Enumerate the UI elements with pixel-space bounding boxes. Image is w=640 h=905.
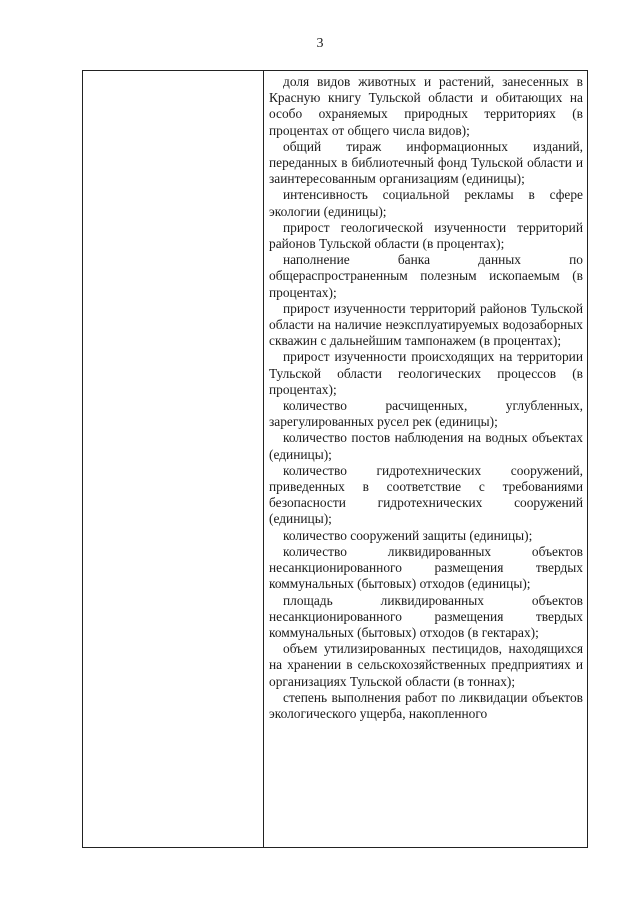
indicator-paragraph: прирост геологической изученности территорий районов Тульской области (в процентах); xyxy=(269,219,583,252)
table-right-cell xyxy=(269,74,583,844)
indicator-paragraph: количество сооружений защиты (единицы); xyxy=(283,527,533,543)
indicator-paragraph: количество расчищенных, углубленных, зарегулированных русел рек (единицы); xyxy=(269,398,583,430)
indicator-paragraph: количество ликвидированных объектов несанкционированного размещения твердых коммунальных (бытовых) отходов (единицы); xyxy=(269,543,583,592)
indicator-paragraph: интенсивность социальной рекламы в сфере экологии (единицы); xyxy=(269,187,583,219)
indicator-paragraph: степень выполнения работ по ликвидации объектов экологического ущерба, накопленного xyxy=(269,689,583,721)
indicator-paragraph: объем утилизированных пестицидов, находящихся на хранении в сельскохозяйственных предприятиях и организациях Тульской области (в тоннах); xyxy=(269,641,583,689)
indicator-paragraph: прирост изученности происходящих на территории Тульской области геологических процессов (в процентах); xyxy=(269,349,583,397)
indicator-paragraph: доля видов животных и растений, занесенных в Красную книгу Тульской области и обитающих на особо охраняемых природных территориях (в процентах от общего числа видов); xyxy=(269,74,583,138)
indicator-paragraph: наполнение банка данных по общераспространенным полезным ископаемым (в процентах); xyxy=(269,252,583,300)
page-number: 3 xyxy=(316,36,324,51)
indicator-paragraph: площадь ликвидированных объектов несанкционированного размещения твердых коммунальных (бытовых) отходов (в гектарах); xyxy=(269,592,583,640)
indicator-paragraph: прирост изученности территорий районов Тульской области на наличие неэксплуатируемых водозаборных скважин с дальнейшим тампонажем (в процентах); xyxy=(269,300,583,349)
table-left-cell xyxy=(83,71,263,847)
indicator-paragraph: общий тираж информационных изданий, переданных в библиотечный фонд Тульской области и заинтересованным организациям (единицы); xyxy=(269,138,583,187)
document-table xyxy=(82,70,588,848)
indicator-paragraph: количество постов наблюдения на водных объектах (единицы); xyxy=(269,430,583,462)
indicator-paragraph: количество гидротехнических сооружений, приведенных в соответствие с требованиями безопасности гидротехнических сооружений (единицы); xyxy=(269,462,583,527)
column-divider xyxy=(263,71,264,847)
